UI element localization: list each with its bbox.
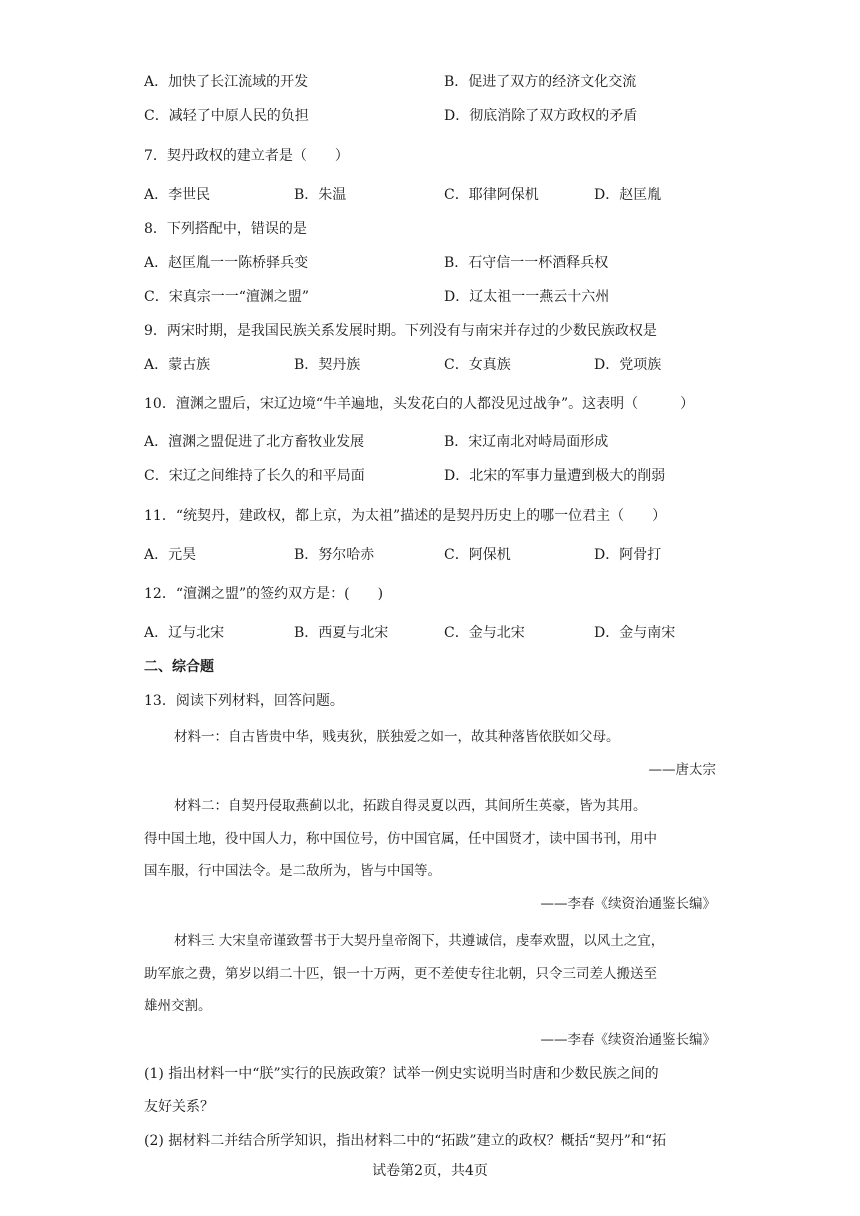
q7-option-c: C．耶律阿保机 (444, 187, 539, 203)
material-3-line-2: 助军旅之费，第岁以绢二十匹，银一十万两，更不差使专往北朝，只令三司差人搬送至 (144, 966, 657, 982)
q10-option-c: C．宋辽之间维持了长久的和平局面 (144, 468, 365, 484)
sub-question-1-line-2: 友好关系？ (144, 1099, 214, 1115)
q6-option-c: C．减轻了中原人民的负担 (144, 108, 309, 124)
q12-option-c: C．金与北宋 (444, 625, 525, 641)
q10-stem: 10．澶渊之盟后，宋辽边境“牛羊遍地，头发花白的人都没见过战争”。这表明（ ） (144, 396, 695, 412)
sub-question-2-line-1: (2) 据材料二并结合所学知识，指出材料二中的“拓跋”建立的政权？概括“契丹”和“拓 (144, 1133, 667, 1149)
sub-question-1-line-1: (1) 指出材料一中“朕”实行的民族政策？试举一例史实说明当时唐和少数民族之间的 (144, 1066, 659, 1082)
material-2-line-1: 材料二：自契丹侵取燕蓟以北，拓跋自得灵夏以西，其间所生英豪，皆为其用。 (174, 798, 647, 814)
q7-option-b: B．朱温 (294, 187, 347, 203)
q11-option-c: C．阿保机 (444, 547, 511, 563)
q11-option-d: D．阿骨打 (594, 547, 662, 563)
q7-option-d: D．赵匡胤 (594, 187, 662, 203)
q6-option-a: A．加快了长江流域的开发 (144, 74, 309, 90)
material-3-line-3: 雄州交割。 (144, 998, 212, 1014)
q11-option-a: A．元昊 (144, 547, 197, 563)
q7-stem: 7．契丹政权的建立者是（ ） (144, 148, 349, 164)
section-heading: 二、综合题 (144, 659, 214, 675)
q8-option-b: B．石守信一一杯酒释兵权 (444, 255, 609, 271)
q6-option-d: D．彻底消除了双方政权的矛盾 (444, 108, 638, 124)
q12-stem: 12．“澶渊之盟”的签约双方是：( ) (144, 586, 384, 602)
material-2-line-2: 得中国土地，役中国人力，称中国位号，仿中国官属，任中国贤才，读中国书刊，用中 (144, 831, 657, 847)
page-footer: 试卷第2页，共4页 (372, 1163, 488, 1179)
q13-stem: 13．阅读下列材料，回答问题。 (144, 693, 344, 709)
q9-option-b: B．契丹族 (294, 357, 361, 373)
q10-option-a: A．澶渊之盟促进了北方畜牧业发展 (144, 434, 365, 450)
q12-option-d: D．金与南宋 (594, 625, 676, 641)
q9-option-c: C．女真族 (444, 357, 511, 373)
q8-stem: 8．下列搭配中，错误的是 (144, 221, 307, 237)
material-1: 材料一：自古皆贵中华，贱夷狄，朕独爱之如一，故其种落皆依朕如父母。 (174, 729, 620, 745)
q8-option-c: C．宋真宗一一“澶渊之盟” (144, 289, 310, 305)
q6-option-b: B．促进了双方的经济文化交流 (444, 74, 637, 90)
q11-option-b: B．努尔哈赤 (294, 547, 375, 563)
q9-option-d: D．党项族 (594, 357, 662, 373)
q12-option-a: A．辽与北宋 (144, 625, 225, 641)
q10-option-d: D．北宋的军事力量遭到极大的削弱 (444, 468, 666, 484)
q11-stem: 11．“统契丹，建政权，都上京，为太祖”描述的是契丹历史上的哪一位君主（ ） (144, 508, 667, 524)
q10-option-b: B．宋辽南北对峙局面形成 (444, 434, 609, 450)
q9-stem: 9．两宋时期，是我国民族关系发展时期。下列没有与南宋并存过的少数民族政权是 (144, 323, 657, 339)
q8-option-d: D．辽太祖一一燕云十六州 (444, 289, 610, 305)
material-3-source: ——李春《续资治通鉴长编》 (540, 1032, 716, 1048)
q9-option-a: A．蒙古族 (144, 357, 211, 373)
material-2-source: ——李春《续资治通鉴长编》 (540, 896, 716, 912)
material-1-source: ——唐太宗 (648, 762, 716, 778)
material-3-line-1: 材料三 大宋皇帝谨致誓书于大契丹皇帝阁下，共遵诚信，虔奉欢盟，以风土之宜， (174, 933, 665, 949)
q12-option-b: B．西夏与北宋 (294, 625, 389, 641)
material-2-line-3: 国车服，行中国法令。是二敌所为，皆与中国等。 (144, 863, 441, 879)
q7-option-a: A．李世民 (144, 187, 211, 203)
q8-option-a: A．赵匡胤一一陈桥驿兵变 (144, 255, 309, 271)
